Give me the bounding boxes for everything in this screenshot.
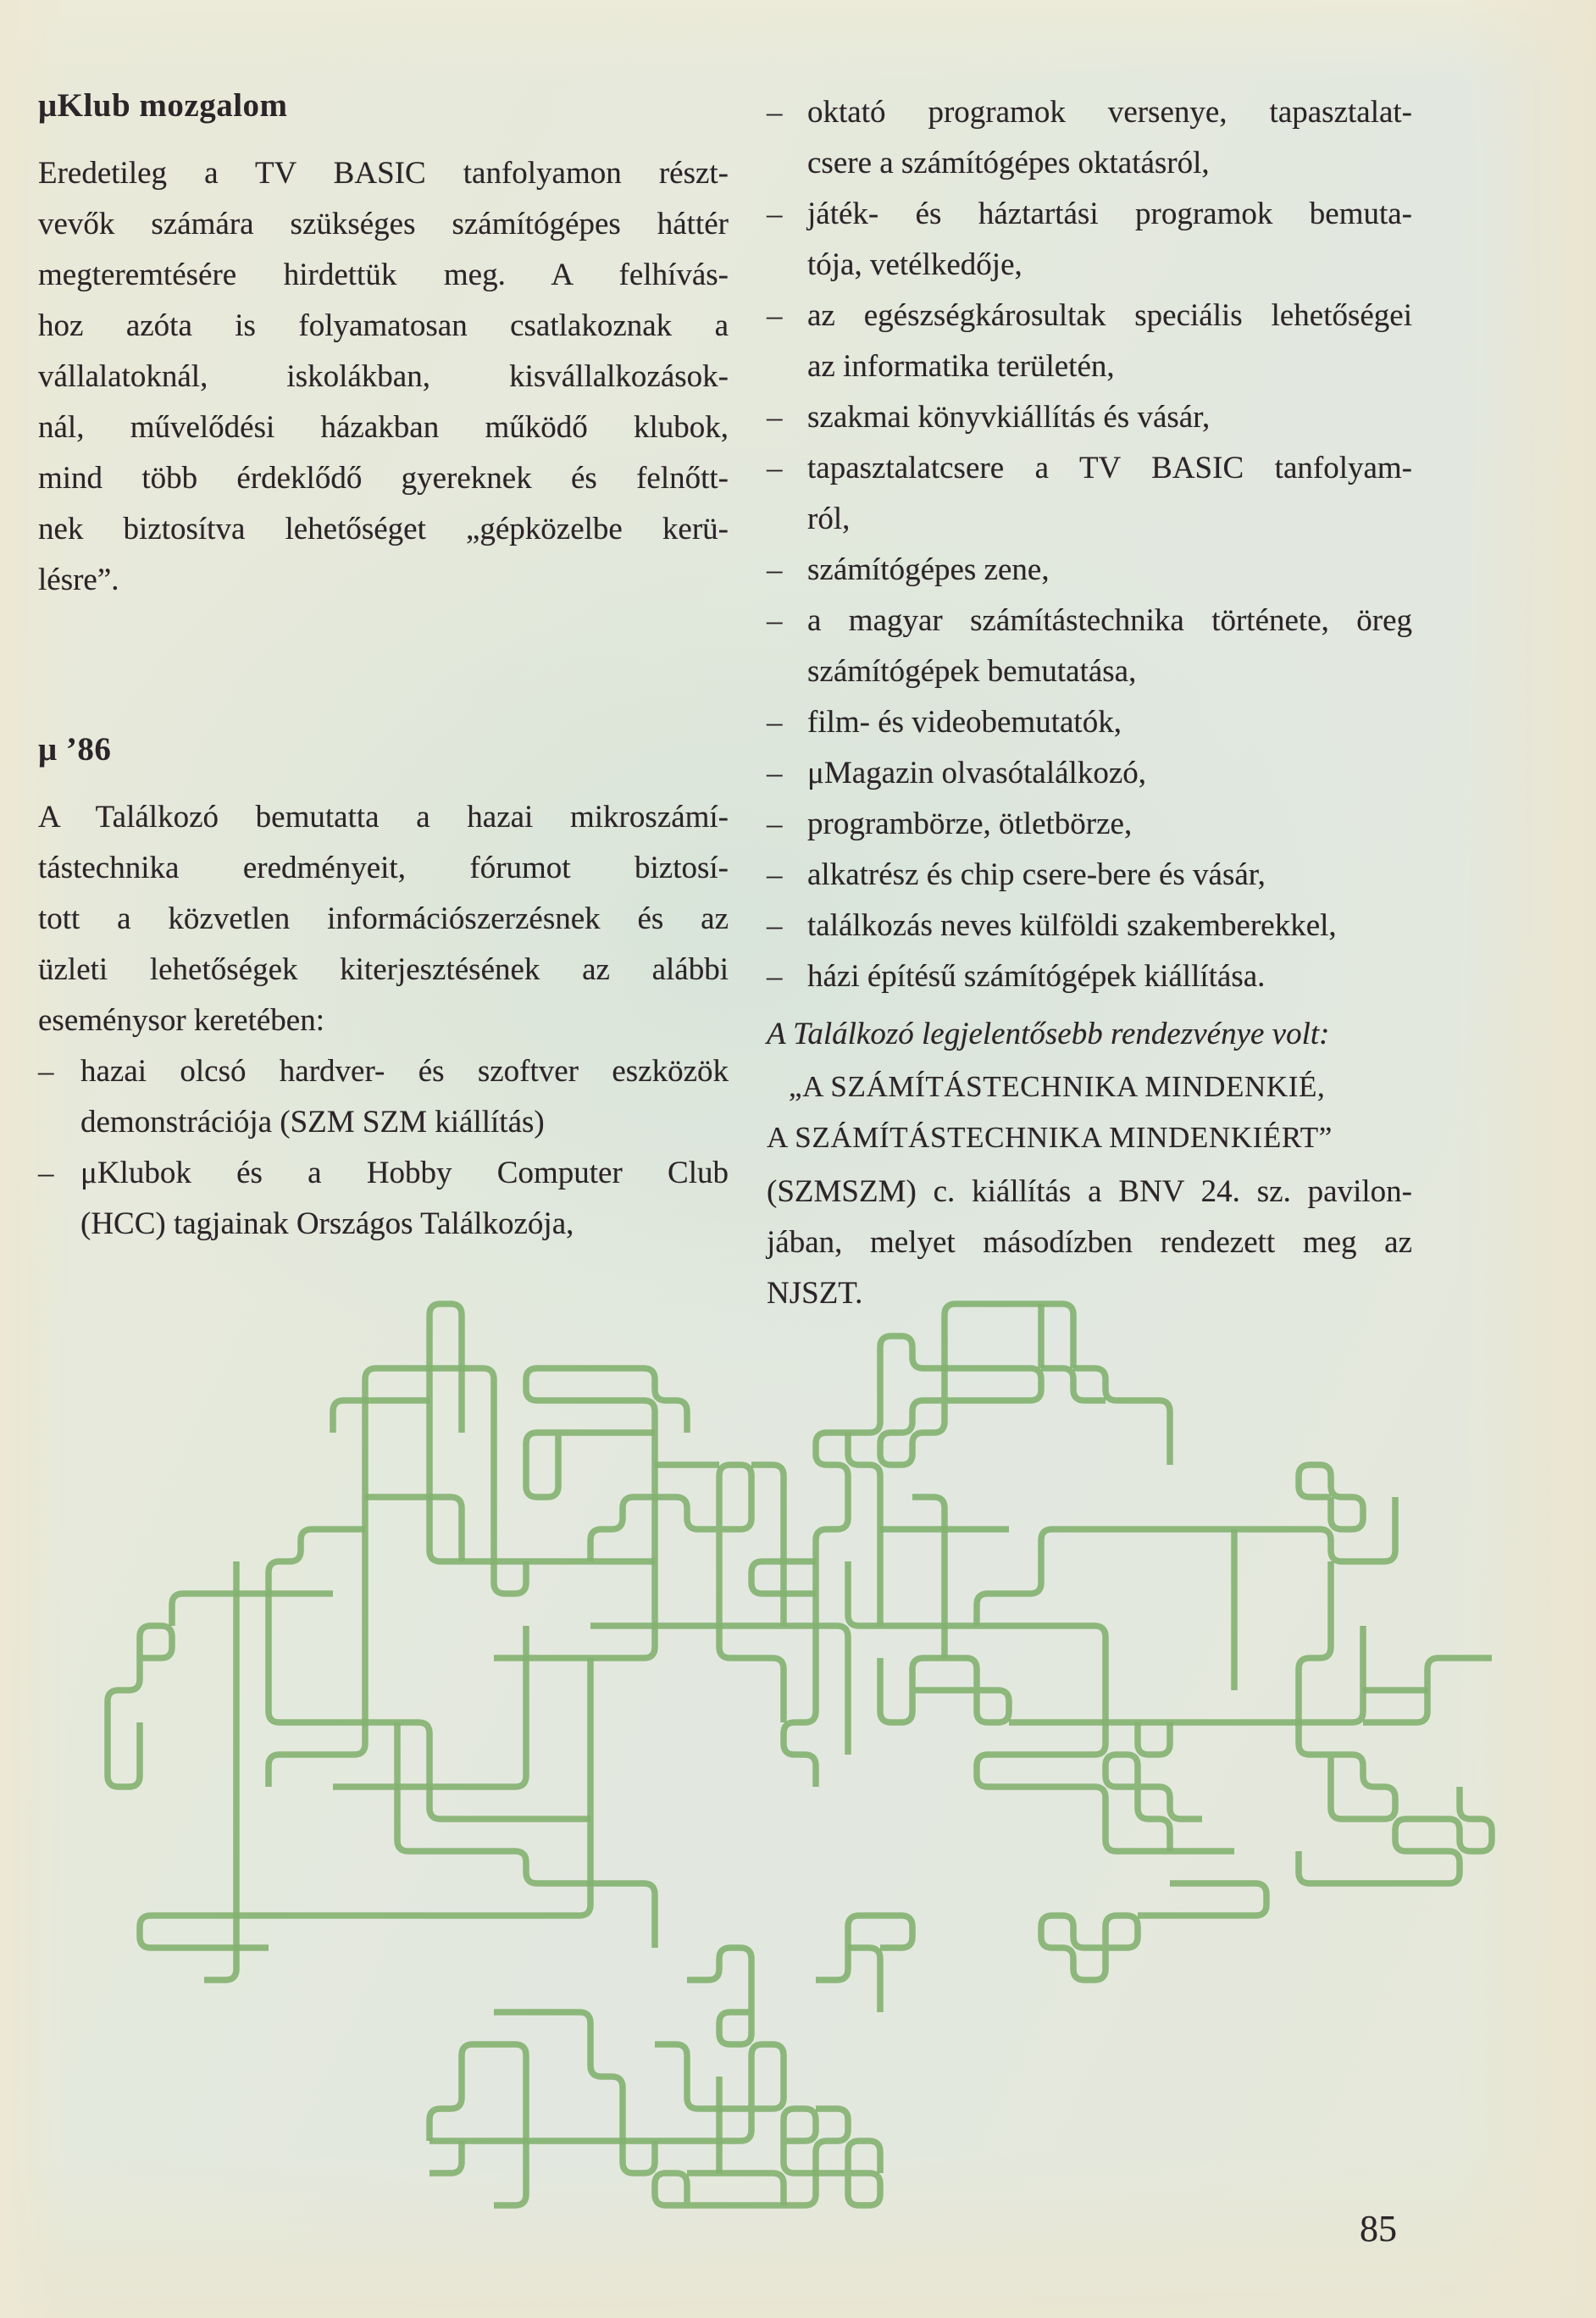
paragraph-meeting	[38, 792, 729, 1046]
maze-path	[848, 1561, 1234, 1851]
text-line: jában, melyet másodízben rendezett meg az	[767, 1225, 1412, 1260]
maze-path	[912, 1497, 945, 1658]
text-line: a magyar számítástechnika története, öreg	[807, 603, 1412, 638]
maze-path	[687, 2173, 784, 2205]
list-item-text	[807, 291, 1412, 392]
list-item	[767, 697, 1412, 748]
text-line: A Találkozó bemutatta a hazai mikroszámí-	[38, 800, 729, 835]
list-item	[38, 1046, 729, 1148]
text-line: demonstrációja (SZM SZM kiállítás)	[80, 1105, 545, 1140]
event-list-right	[767, 87, 1412, 1002]
text-line: mind több érdeklődő gyereknek és felnőtt-	[38, 461, 729, 496]
text-line: szakmai könyvkiállítás és vásár,	[807, 400, 1211, 435]
text-line: (SZMSZM) c. kiállítás a BNV 24. sz. pavilon-	[767, 1174, 1412, 1209]
text-line: számítógépek bemutatása,	[807, 654, 1137, 689]
maze-path	[848, 1433, 880, 1626]
maze-path	[269, 1529, 590, 1819]
text-line: film- és videobemutatók,	[807, 705, 1122, 740]
list-dash: –	[767, 603, 783, 638]
text-line: ról,	[807, 502, 851, 536]
text-line: Eredetileg a TV BASIC tanfolyamon részt-	[38, 156, 729, 191]
list-item-text	[807, 87, 1412, 189]
list-item-text	[807, 596, 1412, 697]
maze-path	[108, 1626, 172, 1787]
list-dash: –	[767, 705, 783, 740]
maze-path	[1138, 1883, 1266, 1916]
list-dash: –	[767, 451, 783, 485]
text-line: tója, vetélkedője,	[807, 247, 1022, 282]
list-dash: –	[38, 1156, 54, 1190]
list-item	[767, 748, 1412, 799]
left-column	[38, 80, 729, 1250]
maze-path	[1041, 1916, 1138, 1980]
list-dash: –	[767, 959, 783, 994]
list-dash: –	[767, 298, 783, 333]
maze-path	[365, 1497, 462, 1561]
text-line: számítógépes zene,	[807, 552, 1050, 587]
maze-path	[494, 1368, 687, 1658]
right-column	[767, 87, 1412, 1319]
paragraph-intro	[38, 148, 729, 606]
list-item-text	[807, 901, 1412, 951]
list-dash: –	[767, 400, 783, 435]
list-dash: –	[767, 908, 783, 943]
exhibition-title	[767, 1062, 1412, 1163]
list-item	[767, 799, 1412, 850]
maze-pattern-graphic	[59, 1288, 1559, 2245]
list-item	[767, 901, 1412, 951]
list-item	[767, 596, 1412, 697]
list-dash: –	[767, 197, 783, 231]
text-line: játék- és háztartási programok bemuta-	[807, 197, 1412, 231]
maze-path	[751, 1465, 784, 1626]
maze-path	[687, 1948, 751, 2044]
list-dash: –	[767, 807, 783, 841]
maze-path	[880, 1304, 1073, 1465]
text-line: az informatika területén,	[807, 349, 1115, 384]
maze-path	[1202, 1497, 1395, 1561]
list-dash: –	[767, 95, 783, 130]
text-line: hazai olcsó hardver- és szoftver eszközök	[80, 1054, 729, 1089]
text-line: (HCC) tagjainak Országos Találkozója,	[80, 1206, 574, 1241]
list-item	[767, 951, 1412, 1002]
text-line: A SZÁMÍTÁSTECHNIKA MINDENKIÉRT”	[767, 1121, 1333, 1154]
maze-path	[1106, 1755, 1202, 1851]
list-dash: –	[767, 552, 783, 587]
text-line: alkatrész és chip csere-bere és vásár,	[807, 857, 1266, 892]
list-item	[767, 443, 1412, 545]
text-line: nek biztosítva lehetőséget „gépközelbe kerü-	[38, 512, 729, 546]
list-item-text	[807, 697, 1412, 748]
list-item-text	[807, 850, 1412, 901]
list-item-text	[80, 1148, 729, 1250]
list-dash: –	[767, 756, 783, 790]
text-line: μMagazin olvasótalálkozó,	[807, 756, 1146, 790]
text-line: programbörze, ötletbörze,	[807, 807, 1133, 841]
text-line: tott a közvetlen információszerzésnek és az	[38, 901, 729, 936]
maze-path	[333, 1400, 429, 1433]
text-line: NJSZT.	[767, 1276, 863, 1311]
text-line: megteremtésére hirdettük meg. A felhívás-	[38, 258, 729, 292]
text-line: tapasztalatcsere a TV BASIC tanfolyam-	[807, 451, 1412, 485]
text-line: csere a számítógépes oktatásról,	[807, 146, 1210, 180]
text-line: eseménysor keretében:	[38, 1003, 324, 1038]
text-line: vevők számára szükséges számítógépes háttér	[38, 207, 729, 241]
text-line: találkozás neves külföldi szakemberekkel,	[807, 908, 1337, 943]
list-item-text	[807, 799, 1412, 850]
list-item	[767, 291, 1412, 392]
maze-path	[880, 1658, 1009, 1722]
maze-path	[848, 1948, 880, 2012]
maze-path	[526, 1433, 655, 1497]
list-item	[767, 392, 1412, 443]
maze-path	[1041, 1368, 1106, 1400]
section-heading-uklub: μKlub mozgalom	[38, 87, 288, 124]
list-item	[767, 87, 1412, 189]
text-line: hoz azóta is folyamatosan csatlakoznak a	[38, 308, 729, 343]
maze-path	[977, 1529, 1202, 1626]
maze-path	[429, 2044, 784, 2141]
maze-path	[429, 2044, 526, 2205]
maze-path	[816, 2141, 880, 2205]
text-line: nál, művelődési házakban működő klubok,	[38, 410, 729, 445]
text-line: „A SZÁMÍTÁSTECHNIKA MINDENKIÉ,	[789, 1070, 1326, 1103]
text-line: vállalatoknál, iskolákban, kisvállalkozások-	[38, 359, 729, 394]
maze-path	[784, 2109, 816, 2173]
maze-path	[1138, 1722, 1170, 1755]
text-line: házi építésű számítógépek kiállítása.	[807, 959, 1266, 994]
text-line: lésre”.	[38, 563, 119, 597]
list-item-text	[807, 748, 1412, 799]
section-heading-mu86: μ ’86	[38, 731, 112, 768]
maze-path	[172, 1594, 333, 1626]
list-item-text	[80, 1046, 729, 1148]
highlight-intro-line: A Találkozó legjelentősebb rendezvénye volt:	[767, 1017, 1330, 1051]
text-line: üzleti lehetőségek kiterjesztésének az alábbi	[38, 952, 729, 987]
list-item	[767, 850, 1412, 901]
list-dash: –	[767, 857, 783, 892]
list-item-text	[807, 545, 1412, 596]
text-line: oktató programok versenye, tapasztalat-	[807, 95, 1412, 130]
list-item	[38, 1148, 729, 1250]
text-line: az egészségkárosultak speciális lehetőségei	[807, 298, 1412, 333]
list-item-text	[807, 392, 1412, 443]
list-item	[767, 545, 1412, 596]
list-item-text	[807, 951, 1412, 1002]
maze-path	[1299, 1465, 1363, 1529]
text-line: μKlubok és a Hobby Computer Club	[80, 1156, 729, 1190]
maze-path	[1073, 1368, 1170, 1465]
maze-path	[494, 2012, 655, 2173]
list-dash: –	[38, 1054, 54, 1089]
event-list-left	[38, 1046, 729, 1250]
text-line: tástechnika eredményeit, fórumot biztosí-	[38, 851, 729, 885]
list-item-text	[807, 443, 1412, 545]
maze-path	[429, 2141, 462, 2173]
page-number: 85	[1360, 2208, 1397, 2249]
list-item-text	[807, 189, 1412, 291]
maze-path	[1009, 1626, 1363, 1722]
list-item	[767, 189, 1412, 291]
